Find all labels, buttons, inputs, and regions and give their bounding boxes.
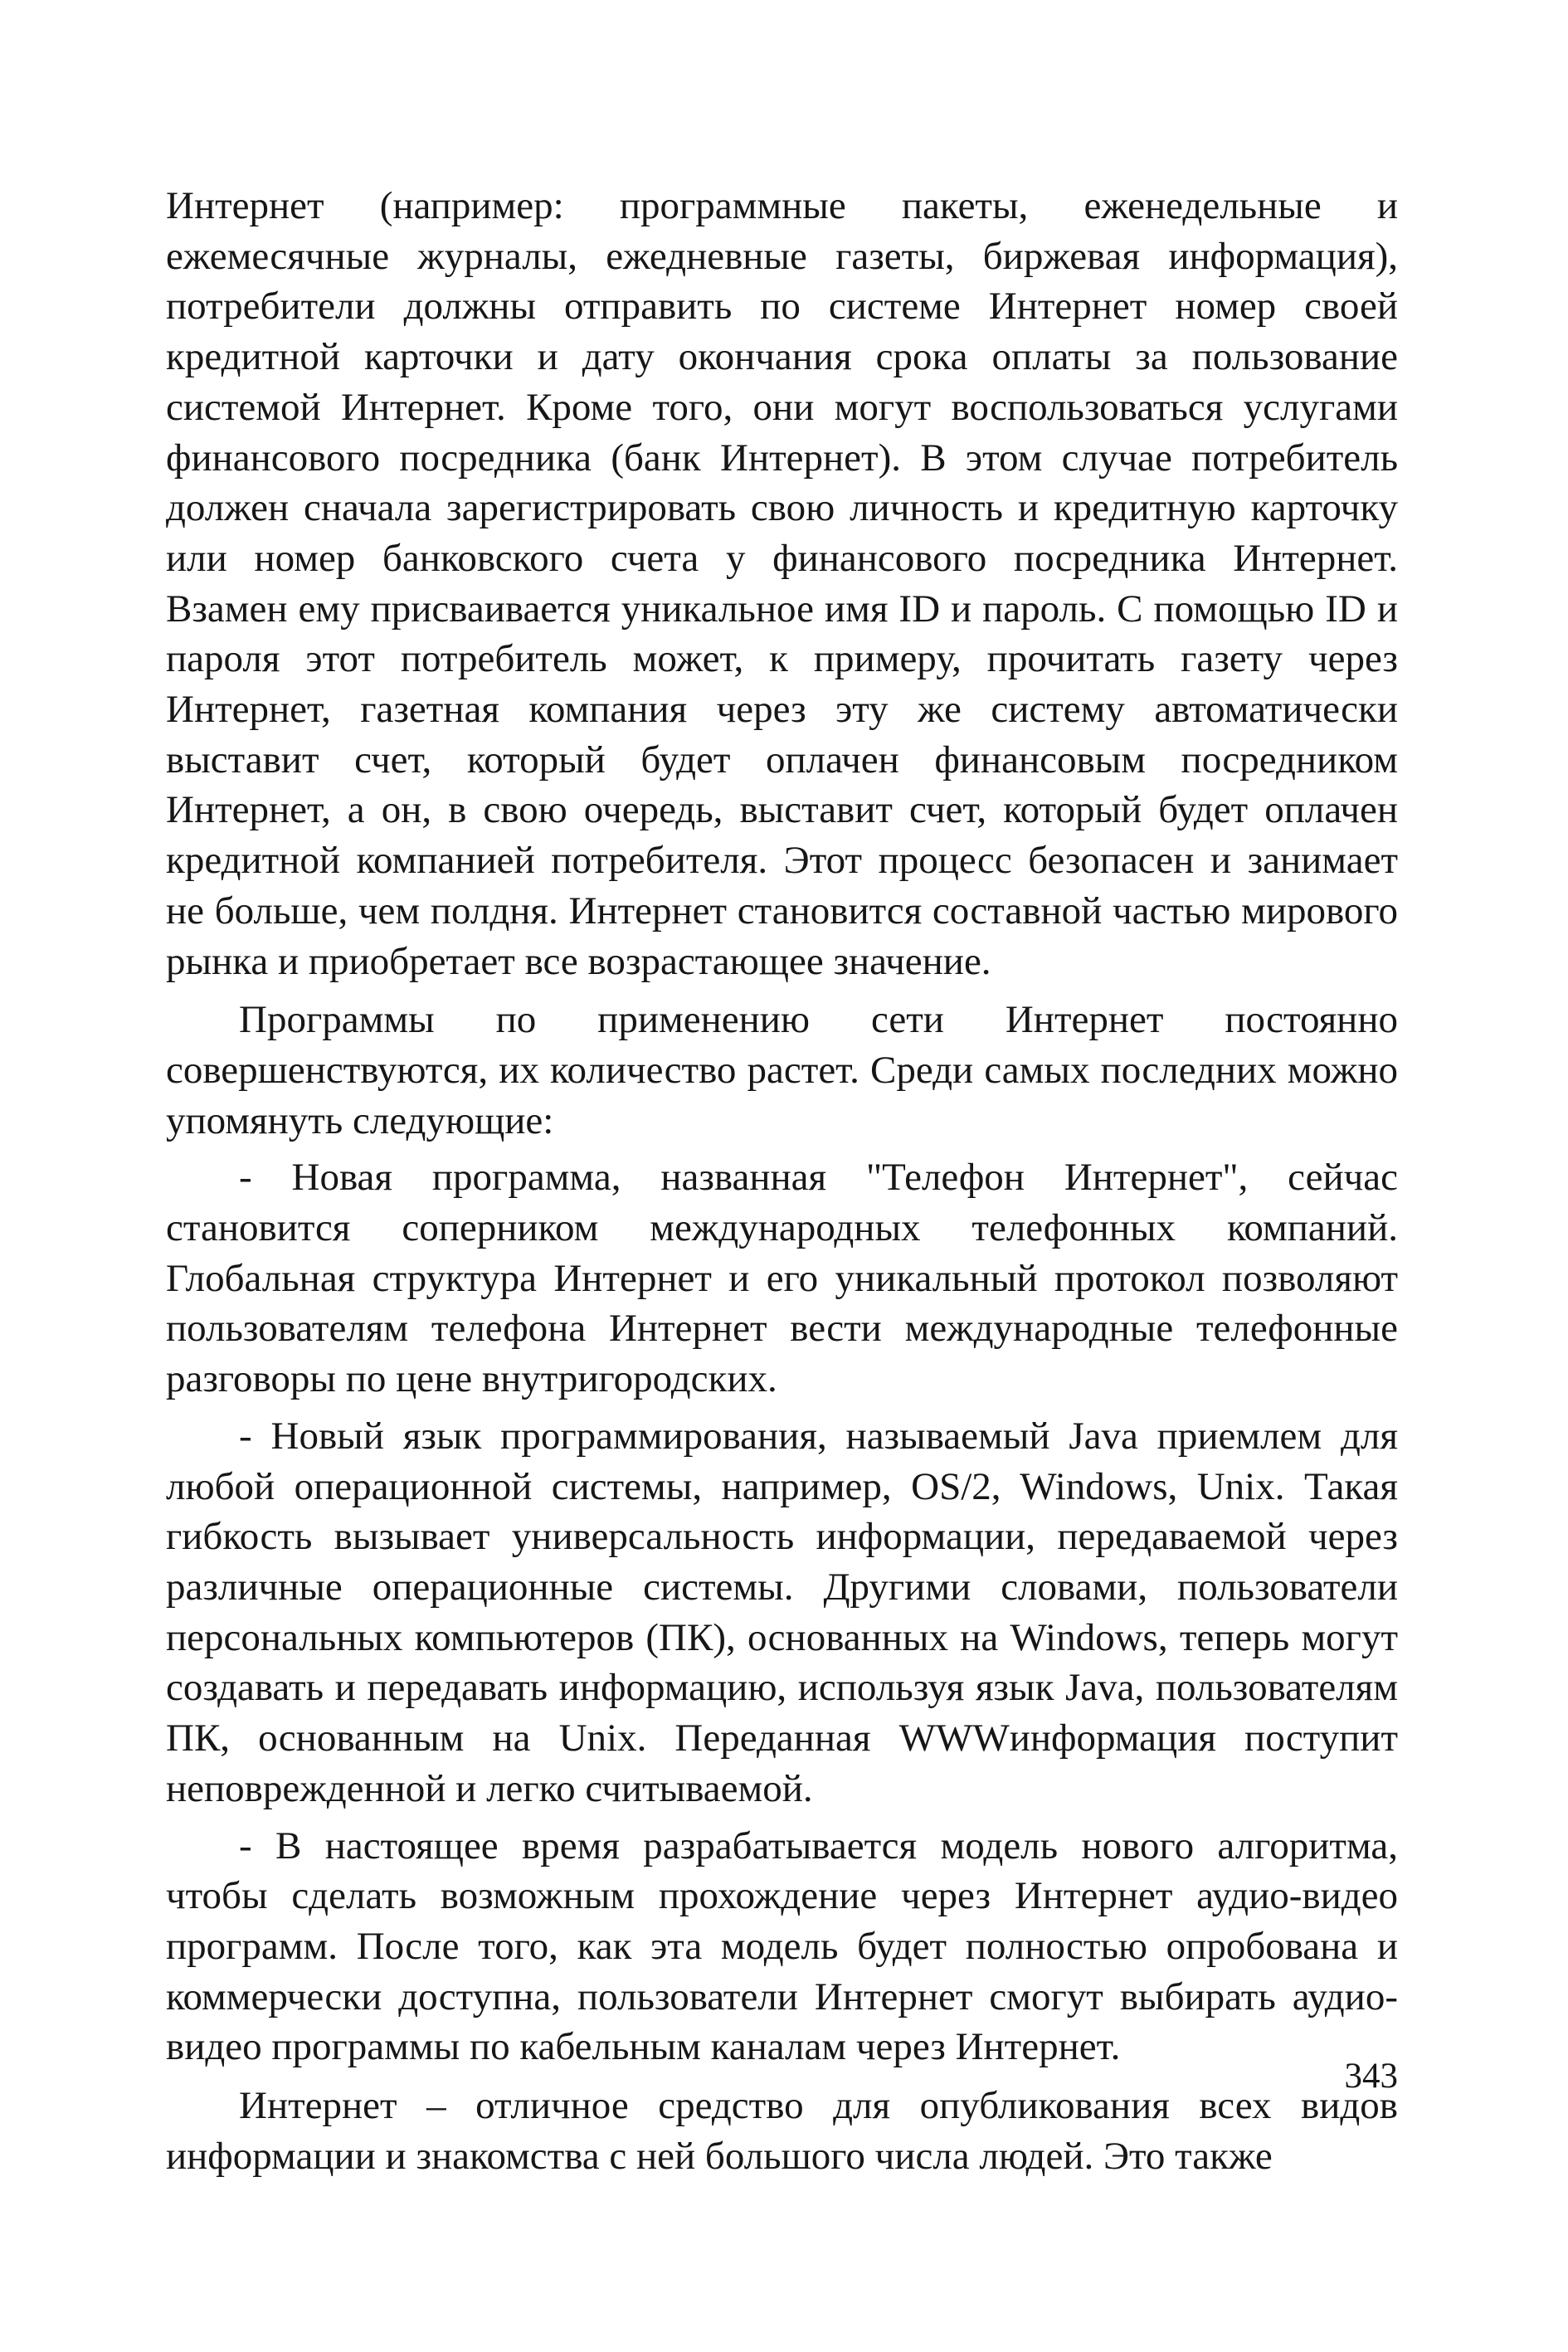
body-text	[166, 181, 1398, 2181]
paragraph-publishing: Интернет – отличное средство для опубликования всех видов информации и знакомства с ней большого числа людей. Это также	[166, 2084, 1398, 2178]
page-number: 343	[1344, 2057, 1398, 2096]
list-item-internet-phone: - Новая программа, названная "Телефон Интернет", сейчас становится соперником международных телефонных компаний. Глобальная структура Интернет и его уникальный протокол позволяют пользователям телефона Интернет вести международные телефонные разговоры по цене внутригородских.	[166, 1156, 1398, 1401]
paragraph-payment: Интернет (например: программные пакеты, еженедельные и ежемесячные журналы, ежедневные газеты, биржевая информация), потребители должны отправить по системе Интернет номер своей кредитной карточки и дату окончания срока оплаты за пользование системой Интернет. Кроме того, они могут воспользоваться услугами финансового посредника (банк Интернет). В этом случае потребитель должен сначала зарегистрировать свою личность и кредитную карточку или номер банковского счета у финансового посредника Интернет. Взамен ему присваивается уникальное имя ID и пароль. С помощью ID и пароля этот потребитель может, к примеру, прочитать газету через Интернет, газетная компания через эту же систему автоматически выставит счет, который будет оплачен финансовым посредником Интернет, а он, в свою очередь, выставит счет, который будет оплачен кредитной компанией потребителя. Этот процесс безопасен и занимает не больше, чем полдня. Интернет становится составной частью мирового рынка и приобретает все возрастающее значение.	[166, 184, 1398, 983]
paragraph-programs-intro: Программы по применению сети Интернет постоянно совершенствуются, их количество растет. Среди самых последних можно упомянуть следующие:	[166, 998, 1398, 1142]
list-item-audio-video: - В настоящее время разрабатывается модель нового алгоритма, чтобы сделать возможным прохождение через Интернет аудио-видео программ. После того, как эта модель будет полностью опробована и коммерчески доступна, пользователи Интернет смогут выбирать аудио-видео программы по кабельным каналам через Интернет.	[166, 1824, 1398, 2069]
list-item-java: - Новый язык программирования, называемый Java приемлем для любой операционной системы, например, OS/2, Windows, Unix. Такая гибкость вызывает универсальность информации, передаваемой через различные операционные системы. Другими словами, пользователи персональных компьютеров (ПК), основанных на Windows, теперь могут создавать и передавать информацию, используя язык Java, пользователям ПК, основанным на Unix. Переданная WWWинформация поступит неповрежденной и легко считываемой.	[166, 1414, 1398, 1810]
